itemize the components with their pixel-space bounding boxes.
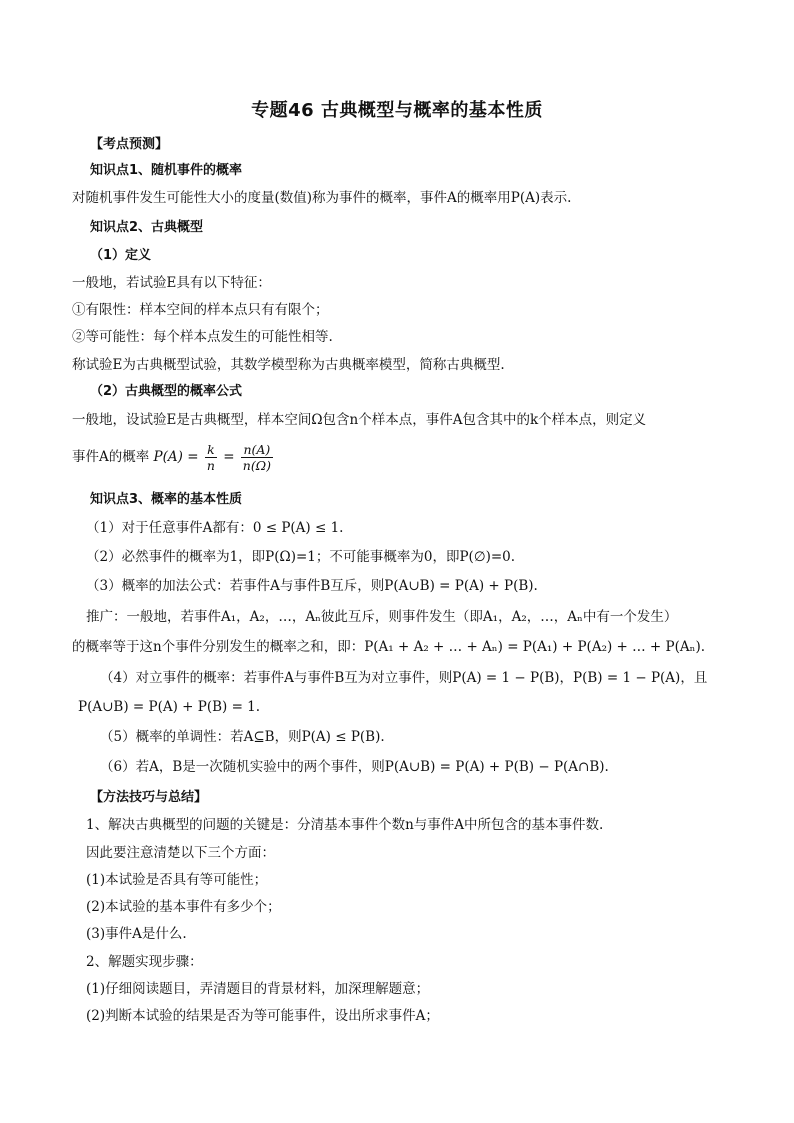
property-3: （3）概率的加法公式：若事件A与事件B互斥，则P(A∪B) = P(A) + P(B). <box>86 578 538 594</box>
formula-line <box>72 442 732 473</box>
fraction-denominator: n <box>206 458 215 473</box>
paragraph-experiment-features: 一般地，若试验E具有以下特征： <box>72 275 271 291</box>
property-2: （2）必然事件的概率为1，即P(Ω)=1；不可能事概率为0，即P(∅)=0. <box>86 549 516 565</box>
property-6: （6）若A，B是一次随机实验中的两个事件，则P(A∪B) = P(A) + P(B) − P(A∩B). <box>100 759 609 775</box>
section-heading-forecast: 【考点预测】 <box>90 137 169 152</box>
formula-prefix: 事件A的概率 <box>72 449 150 465</box>
fraction-numerator: n(A) <box>241 442 273 458</box>
method-2: 2、解题实现步骤： <box>86 954 203 970</box>
property-3-extension: 推广：一般地，若事件A₁，A₂，…，Aₙ彼此互斥，则事件发生（即A₁，A₂，…，Aₙ中有一个发生） <box>86 609 678 625</box>
property-4-cont: P(A∪B) = P(A) + P(B) = 1. <box>78 699 261 715</box>
method-1-intro: 因此要注意清楚以下三个方面： <box>86 845 275 861</box>
subheading-definition: （1）定义 <box>90 248 152 263</box>
formula-equals: = <box>223 449 235 465</box>
method-1-item-1: (1)本试验是否具有等可能性； <box>86 872 268 888</box>
list-item-finiteness: ①有限性：样本空间的样本点只有有限个； <box>72 302 329 318</box>
property-1: （1）对于任意事件A都有：0 ≤ P(A) ≤ 1. <box>86 520 344 536</box>
paragraph-formula-intro: 一般地，设试验E是古典概型，样本空间Ω包含n个样本点，事件A包含其中的k个样本点，则定义 <box>72 412 647 428</box>
section-heading-methods: 【方法技巧与总结】 <box>90 790 208 805</box>
fraction-nA-over-nOmega <box>241 442 273 473</box>
property-5: （5）概率的单调性：若A⊆B，则P(A) ≤ P(B). <box>100 729 385 745</box>
property-4: （4）对立事件的概率：若事件A与事件B互为对立事件，则P(A) = 1 − P(B)，P(B) = 1 − P(A)，且 <box>100 670 708 686</box>
fraction-numerator: k <box>205 442 217 458</box>
formula-lhs: P(A) = <box>153 449 199 465</box>
knowledge-point-3-heading: 知识点3、概率的基本性质 <box>90 492 243 507</box>
knowledge-point-1-heading: 知识点1、随机事件的概率 <box>90 163 243 178</box>
method-1: 1、解决古典概型的问题的关键是：分清基本事件个数n与事件A中所包含的基本事件数. <box>86 817 604 833</box>
paragraph-probability-definition: 对随机事件发生可能性大小的度量(数值)称为事件的概率，事件A的概率用P(A)表示. <box>72 190 572 206</box>
knowledge-point-2-heading: 知识点2、古典概型 <box>90 220 204 235</box>
property-3-extension-cont: 的概率等于这n个事件分别发生的概率之和，即：P(A₁ + A₂ + … + Aₙ) = P(A₁) + P(A₂) + … + P(Aₙ). <box>72 639 706 655</box>
method-1-item-2: (2)本试验的基本事件有多少个； <box>86 899 281 915</box>
list-item-equal-likelihood: ②等可能性：每个样本点发生的可能性相等. <box>72 329 333 345</box>
fraction-denominator: n(Ω) <box>242 458 271 473</box>
method-2-step-1: (1)仔细阅读题目，弄清题目的背景材料，加深理解题意； <box>86 981 430 997</box>
method-1-item-3: (3)事件A是什么. <box>86 926 187 942</box>
method-2-step-2: (2)判断本试验的结果是否为等可能事件，设出所求事件A； <box>86 1008 439 1024</box>
paragraph-classical-model: 称试验E为古典概型试验，其数学模型称为古典概率模型，简称古典概型. <box>72 357 505 373</box>
fraction-k-over-n <box>205 442 217 473</box>
page-title: 专题46 古典概型与概率的基本性质 <box>251 100 543 121</box>
subheading-formula: （2）古典概型的概率公式 <box>90 384 243 399</box>
